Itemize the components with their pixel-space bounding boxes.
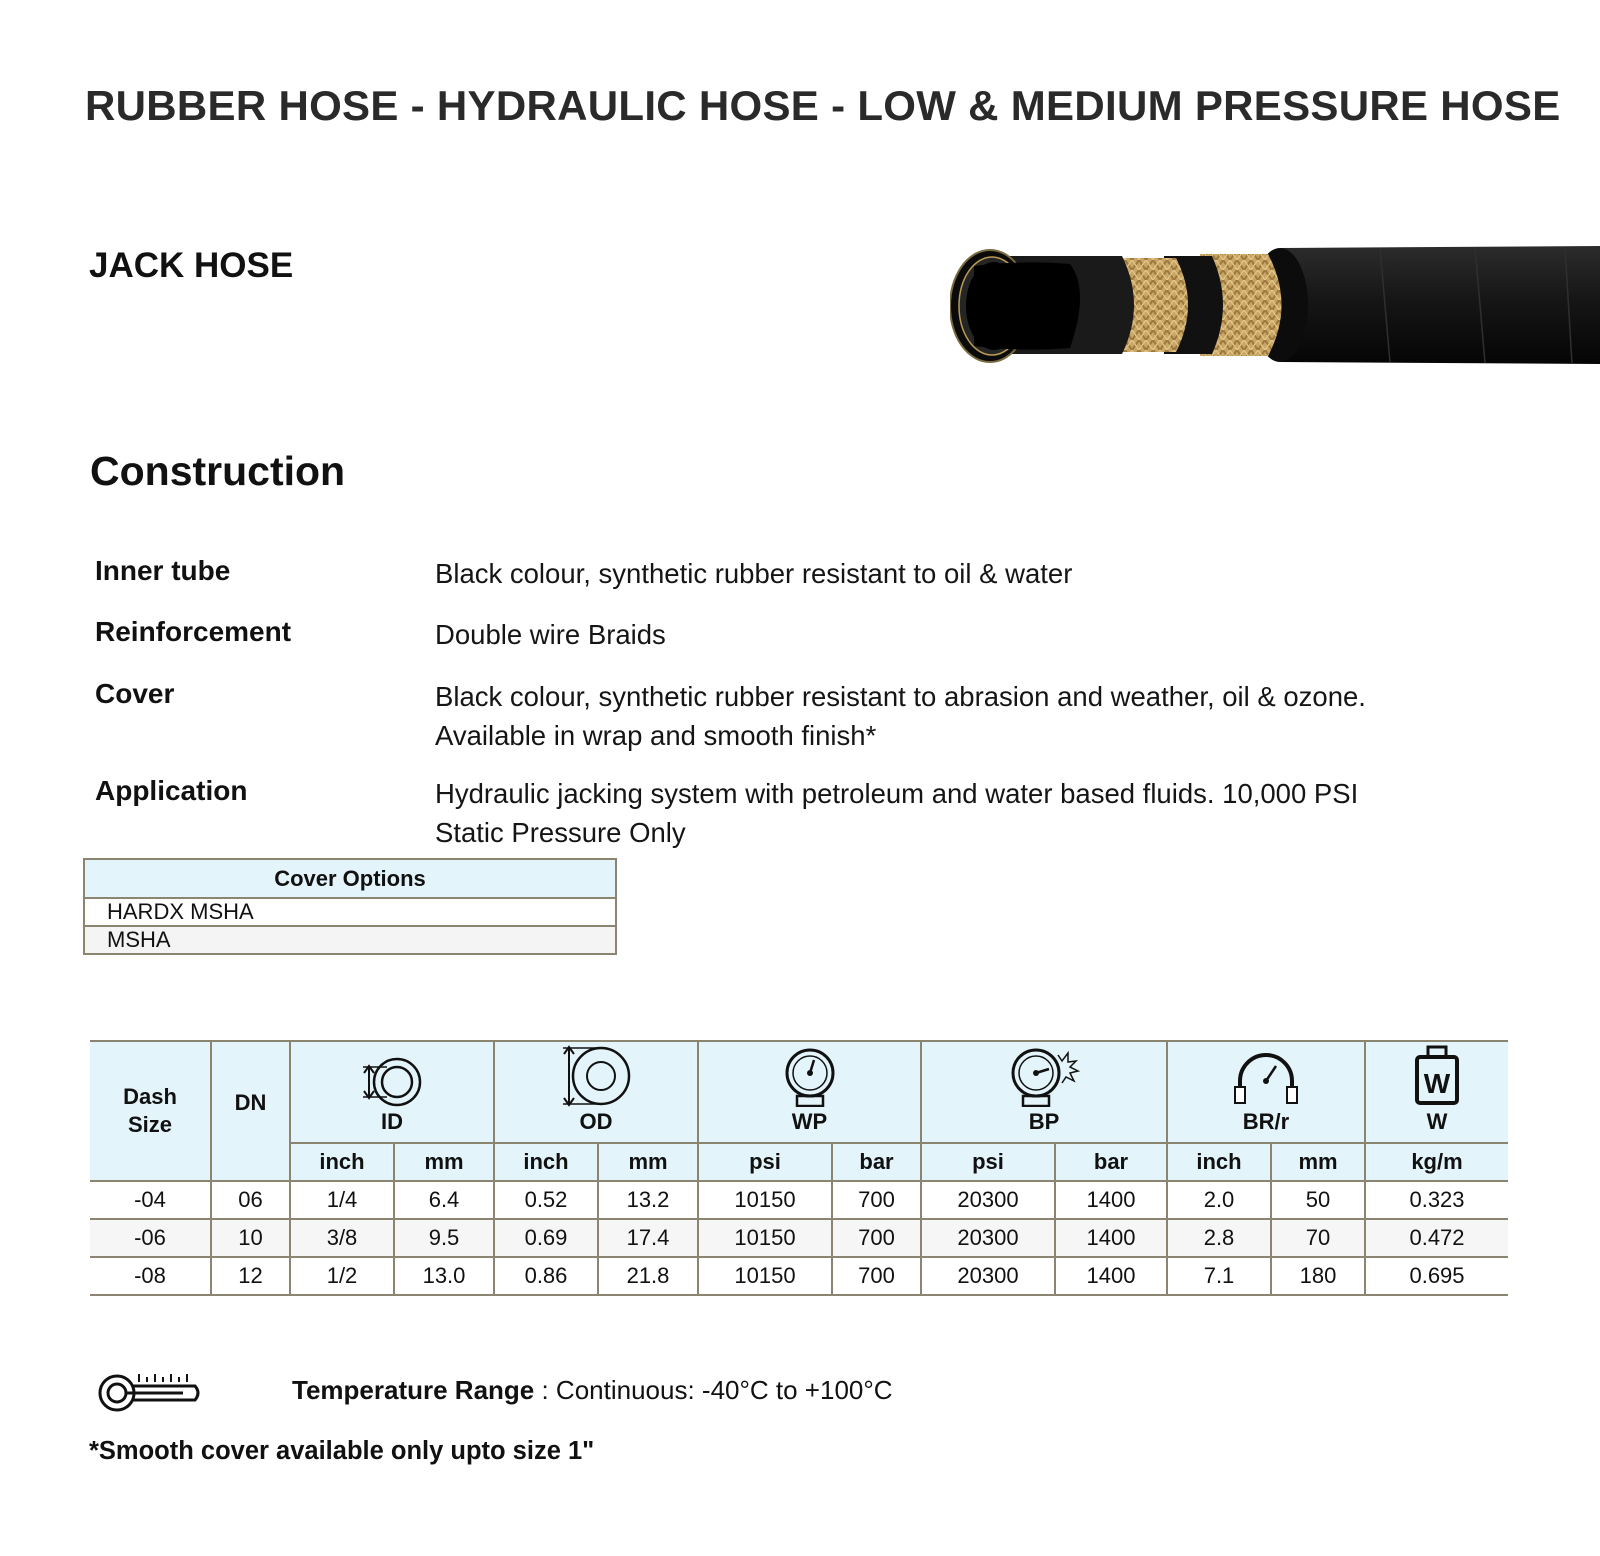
value-line: Static Pressure Only — [435, 817, 686, 848]
table-cell: 6.4 — [394, 1181, 494, 1219]
unit-header: bar — [1055, 1143, 1167, 1181]
table-cell: 1400 — [1055, 1181, 1167, 1219]
unit-header: inch — [494, 1143, 598, 1181]
table-cell: 1/4 — [290, 1181, 394, 1219]
table-cell: 2.8 — [1167, 1219, 1271, 1257]
value-line: Available in wrap and smooth finish* — [435, 720, 877, 751]
construction-label-reinforcement: Reinforcement — [95, 616, 292, 647]
pressure-gauge-icon — [780, 1047, 840, 1107]
unit-header: mm — [598, 1143, 698, 1181]
table-cell: -06 — [90, 1219, 211, 1257]
table-cell: -08 — [90, 1257, 211, 1295]
table-cell: 13.2 — [598, 1181, 698, 1219]
construction-value-inner-tube — [435, 554, 1072, 593]
table-cell: 70 — [1271, 1219, 1365, 1257]
header-label: WP — [791, 1109, 828, 1134]
unit-header: mm — [1271, 1143, 1365, 1181]
header-id — [290, 1041, 494, 1143]
table-cell: 2.0 — [1167, 1181, 1271, 1219]
table-cell: 9.5 — [394, 1219, 494, 1257]
cover-option-item: HARDX MSHA — [84, 898, 616, 926]
header-label: BP — [1028, 1109, 1060, 1134]
table-row — [90, 1181, 1508, 1219]
unit-header: inch — [290, 1143, 394, 1181]
table-cell: 20300 — [921, 1181, 1055, 1219]
hose-cutaway-image — [950, 240, 1600, 380]
page-title: RUBBER HOSE - HYDRAULIC HOSE - LOW & MEDIUM PRESSURE HOSE — [85, 82, 1561, 129]
header-label: OD — [579, 1109, 613, 1134]
table-cell: 0.695 — [1365, 1257, 1508, 1295]
cover-options-header: Cover Options — [84, 859, 616, 898]
temperature-label: Temperature Range — [292, 1375, 535, 1405]
construction-value-cover — [435, 677, 1366, 755]
table-cell: 0.472 — [1365, 1219, 1508, 1257]
table-cell: 700 — [832, 1257, 921, 1295]
thermometer-icon — [95, 1366, 205, 1412]
header-od — [494, 1041, 698, 1143]
header-w — [1365, 1041, 1508, 1143]
burst-gauge-icon — [1006, 1047, 1082, 1107]
table-cell: 0.69 — [494, 1219, 598, 1257]
table-cell: 700 — [832, 1219, 921, 1257]
table-cell: 13.0 — [394, 1257, 494, 1295]
table-cell: 10 — [211, 1219, 290, 1257]
table-cell: -04 — [90, 1181, 211, 1219]
header-bp — [921, 1041, 1167, 1143]
table-cell: 12 — [211, 1257, 290, 1295]
construction-value-reinforcement — [435, 615, 666, 654]
table-cell: 10150 — [698, 1257, 832, 1295]
table-cell: 21.8 — [598, 1257, 698, 1295]
table-cell: 7.1 — [1167, 1257, 1271, 1295]
table-cell: 180 — [1271, 1257, 1365, 1295]
table-cell: 06 — [211, 1181, 290, 1219]
table-cell: 1400 — [1055, 1219, 1167, 1257]
construction-label-cover: Cover — [95, 678, 175, 709]
product-name: JACK HOSE — [89, 246, 294, 285]
table-cell: 10150 — [698, 1219, 832, 1257]
table-cell: 0.323 — [1365, 1181, 1508, 1219]
table-cell: 20300 — [921, 1219, 1055, 1257]
table-cell: 10150 — [698, 1181, 832, 1219]
table-cell: 0.86 — [494, 1257, 598, 1295]
construction-heading: Construction — [90, 448, 346, 494]
table-row — [90, 1257, 1508, 1295]
value-line: Black colour, synthetic rubber resistant to oil & water — [435, 558, 1073, 589]
table-cell: 1/2 — [290, 1257, 394, 1295]
unit-header: mm — [394, 1143, 494, 1181]
header-wp — [698, 1041, 921, 1143]
value-line: Double wire Braids — [435, 619, 666, 650]
value-line: Black colour, synthetic rubber resistant to abrasion and weather, oil & ozone. — [435, 681, 1366, 712]
header-dash-size — [90, 1041, 211, 1181]
table-cell: 3/8 — [290, 1219, 394, 1257]
table-cell: 50 — [1271, 1181, 1365, 1219]
table-row — [90, 1219, 1508, 1257]
table-cell: 0.52 — [494, 1181, 598, 1219]
svg-text:W: W — [1423, 1068, 1451, 1099]
header-label: W — [1426, 1109, 1448, 1134]
table-cell: 17.4 — [598, 1219, 698, 1257]
unit-header: psi — [921, 1143, 1055, 1181]
table-cell: 700 — [832, 1181, 921, 1219]
table-cell: 1400 — [1055, 1257, 1167, 1295]
value-line: Hydraulic jacking system with petroleum and water based fluids. 10,000 PSI — [435, 778, 1359, 809]
construction-value-application — [435, 774, 1358, 852]
temperature-range — [292, 1375, 893, 1406]
header-label: ID — [381, 1109, 403, 1134]
header-label: BR/r — [1242, 1109, 1290, 1134]
weight-icon — [1412, 1045, 1462, 1107]
header-br — [1167, 1041, 1365, 1143]
table-cell: 20300 — [921, 1257, 1055, 1295]
unit-header: kg/m — [1365, 1143, 1508, 1181]
unit-header: psi — [698, 1143, 832, 1181]
footnote: *Smooth cover available only upto size 1" — [89, 1437, 595, 1465]
temperature-value: : Continuous: -40°C to +100°C — [534, 1375, 893, 1405]
id-ring-icon — [357, 1055, 427, 1107]
unit-header: inch — [1167, 1143, 1271, 1181]
spec-table — [90, 1040, 1508, 1296]
construction-label-inner-tube: Inner tube — [95, 555, 231, 586]
header-label: Dash Size — [123, 1084, 177, 1137]
cover-options-table — [83, 858, 617, 955]
od-ring-icon — [561, 1045, 631, 1107]
unit-header: bar — [832, 1143, 921, 1181]
bend-radius-gauge-icon — [1230, 1047, 1302, 1107]
construction-label-application: Application — [95, 775, 248, 806]
header-dn: DN — [211, 1041, 290, 1181]
cover-option-item: MSHA — [84, 926, 616, 954]
